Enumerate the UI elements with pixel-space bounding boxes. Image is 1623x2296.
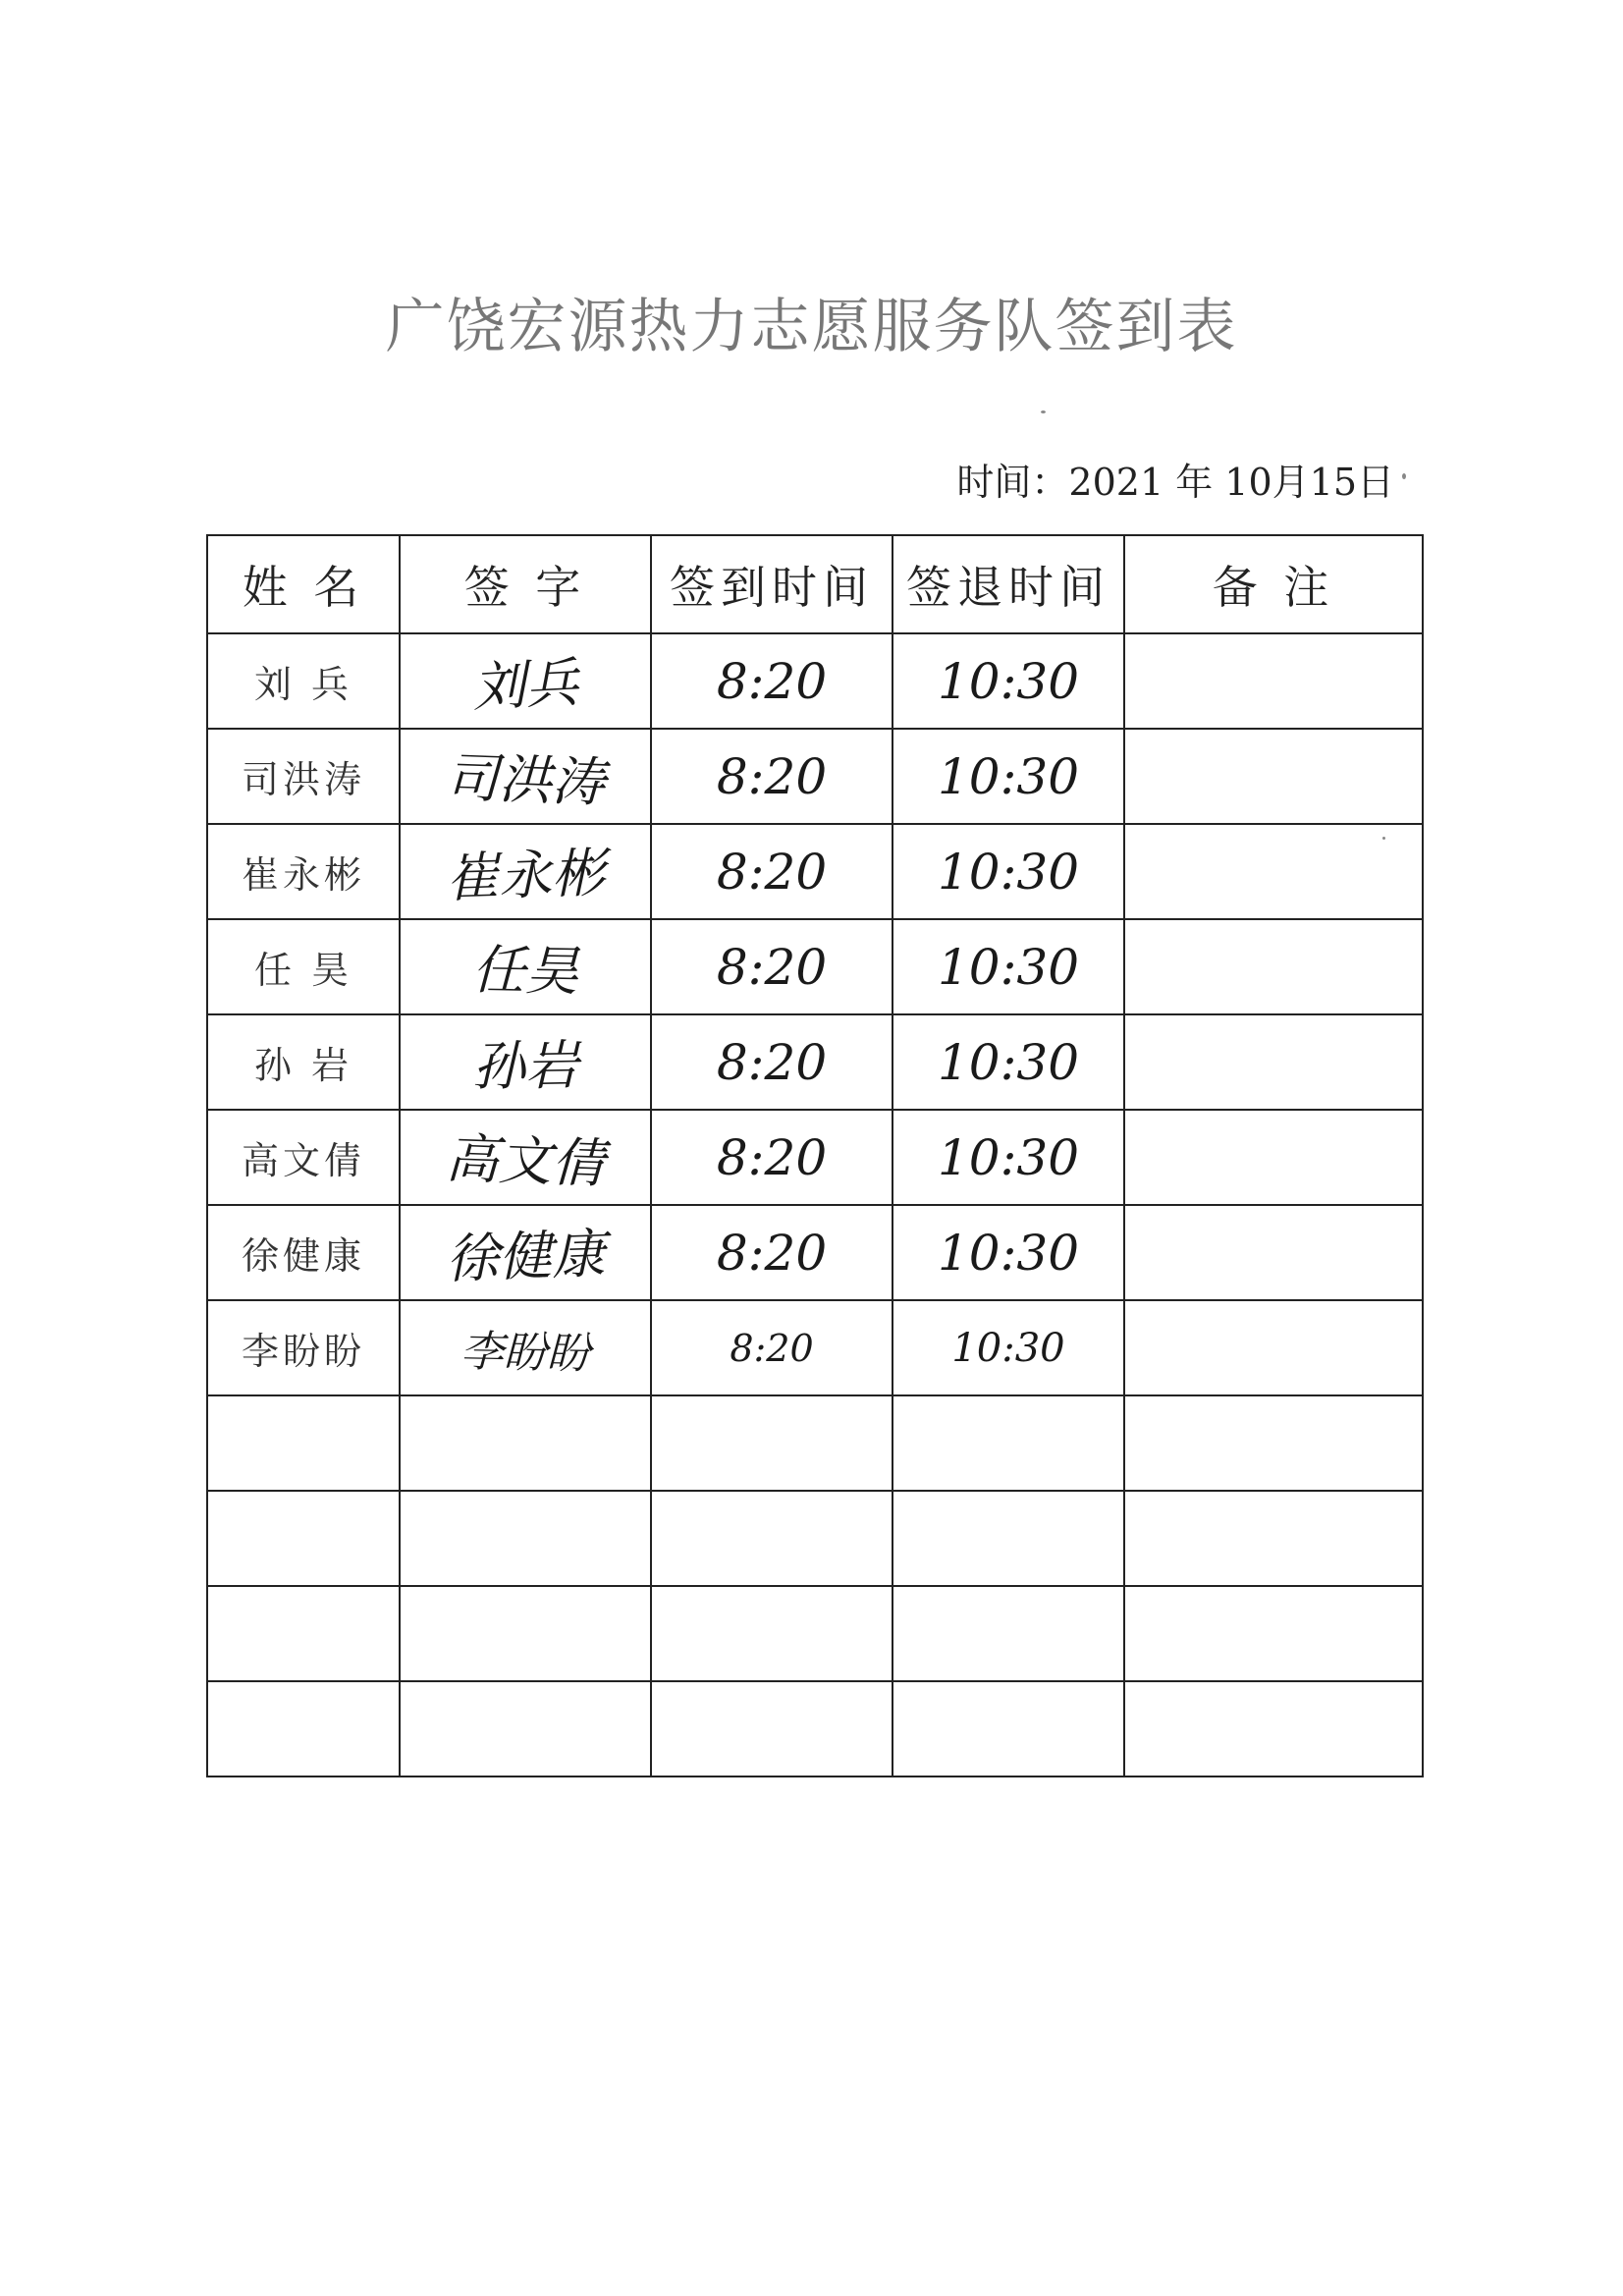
sign-in-cell (651, 1395, 893, 1491)
col-header-remark: 备 注 (1124, 535, 1423, 633)
name-cell: 高文倩 (207, 1110, 400, 1205)
remark-cell (1124, 1014, 1423, 1110)
name-cell: 任 昊 (207, 919, 400, 1014)
name-cell: 刘 兵 (207, 633, 400, 729)
table-row (207, 1681, 1423, 1777)
signature-cell (400, 1491, 651, 1586)
remark-cell (1124, 1491, 1423, 1586)
header-row (207, 535, 1423, 633)
sign-in-cell: 8:20 (651, 919, 893, 1014)
signature-cell (400, 1681, 651, 1777)
name-cell: 李盼盼 (207, 1300, 400, 1395)
sign-out-cell: 10:30 (893, 729, 1124, 824)
sign-out-cell: 10:30 (893, 1014, 1124, 1110)
sign-out-cell: 10:30 (893, 1110, 1124, 1205)
signature-cell: 任昊 (399, 917, 652, 1016)
sign-in-table (206, 534, 1424, 1777)
signature-cell (400, 1586, 651, 1681)
signature-cell: 李盼盼 (399, 1298, 652, 1397)
sign-out-cell: 10:30 (893, 1205, 1124, 1300)
name-cell: 孙 岩 (207, 1014, 400, 1110)
sign-out-cell (893, 1586, 1124, 1681)
name-cell (207, 1586, 400, 1681)
signature-cell: 高文倩 (398, 1106, 652, 1210)
signature-cell: 司洪涛 (398, 725, 652, 829)
signature-cell: 刘兵 (398, 627, 654, 735)
col-header-sign-out-time: 签退时间 (893, 535, 1124, 633)
table-row (207, 1586, 1423, 1681)
date-line (884, 452, 1394, 506)
sign-in-cell: 8:20 (651, 729, 893, 824)
table-row (207, 729, 1423, 824)
scan-speck (1382, 837, 1385, 840)
table-row (207, 1205, 1423, 1300)
sign-out-cell (893, 1395, 1124, 1491)
table-row (207, 1300, 1423, 1395)
sign-out-cell: 10:30 (893, 919, 1124, 1014)
sign-out-cell: 10:30 (893, 633, 1124, 729)
table-row (207, 633, 1423, 729)
document-title: 广饶宏源热力志愿服务队签到表 (385, 293, 1238, 361)
name-cell (207, 1395, 400, 1491)
date-value: 2021 年 10月15日 (1068, 461, 1394, 504)
sign-in-cell (651, 1586, 893, 1681)
remark-cell (1124, 1586, 1423, 1681)
remark-cell (1124, 824, 1423, 919)
name-cell (207, 1681, 400, 1777)
remark-cell (1124, 1110, 1423, 1205)
sign-out-cell (893, 1491, 1124, 1586)
sign-in-cell: 8:20 (651, 1300, 893, 1395)
name-cell: 司洪涛 (207, 729, 400, 824)
sign-in-cell: 8:20 (651, 633, 893, 729)
col-header-sign-in-time: 签到时间 (651, 535, 893, 633)
name-cell: 崔永彬 (207, 824, 400, 919)
remark-cell (1124, 919, 1423, 1014)
sign-out-cell: 10:30 (893, 824, 1124, 919)
table-row (207, 919, 1423, 1014)
remark-cell (1124, 1681, 1423, 1777)
scan-speck (1402, 473, 1406, 479)
sign-in-cell: 8:20 (651, 1205, 893, 1300)
sign-in-cell: 8:20 (651, 1110, 893, 1205)
remark-cell (1124, 729, 1423, 824)
table-row (207, 824, 1423, 919)
sign-in-cell (651, 1681, 893, 1777)
sign-out-cell: 10:30 (893, 1300, 1124, 1395)
table-row (207, 1014, 1423, 1110)
sign-in-cell (651, 1491, 893, 1586)
sign-out-cell (893, 1681, 1124, 1777)
sign-in-cell: 8:20 (651, 824, 893, 919)
signature-cell: 孙岩 (399, 1012, 652, 1112)
col-header-signature: 签 字 (400, 535, 651, 633)
remark-cell (1124, 1205, 1423, 1300)
table-row (207, 1491, 1423, 1586)
signature-cell (400, 1395, 651, 1491)
table-row (207, 1395, 1423, 1491)
date-label: 时间： (956, 461, 1069, 504)
sign-in-cell: 8:20 (651, 1014, 893, 1110)
remark-cell (1124, 1395, 1423, 1491)
scan-speck (1041, 410, 1046, 413)
table-row (207, 1110, 1423, 1205)
signature-cell: 崔永彬 (398, 820, 652, 924)
remark-cell (1124, 633, 1423, 729)
name-cell: 徐健康 (207, 1205, 400, 1300)
remark-cell (1124, 1300, 1423, 1395)
signature-cell: 徐健康 (398, 1201, 652, 1305)
name-cell (207, 1491, 400, 1586)
col-header-name: 姓 名 (207, 535, 400, 633)
